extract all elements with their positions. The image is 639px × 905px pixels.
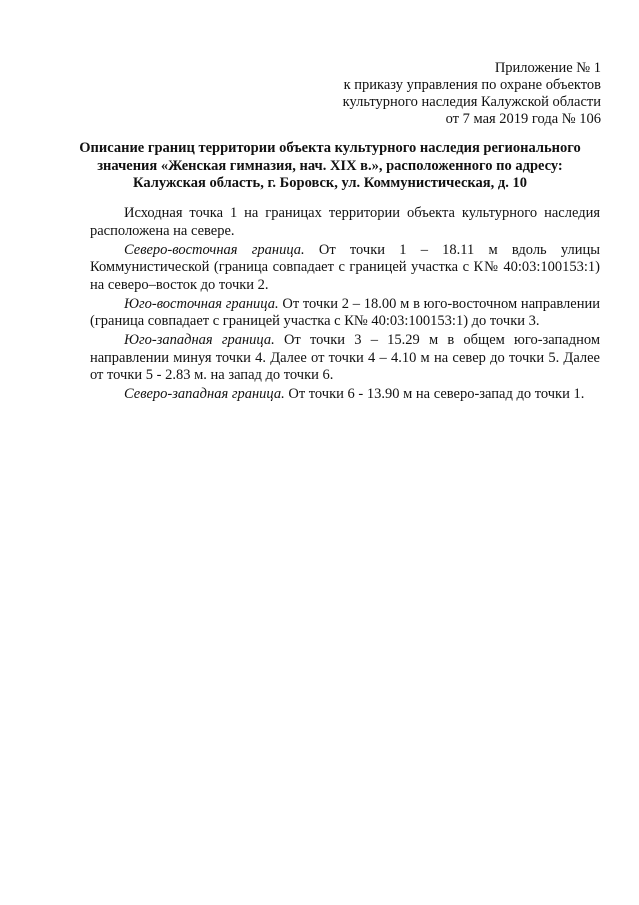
paragraph-northwest-boundary bbox=[90, 386, 600, 404]
southeast-boundary-label: Юго-восточная граница. bbox=[124, 295, 279, 312]
southwest-boundary-text: От точки 3 – 15.29 м в общем юго-западном направлении минуя точки 4. Далее от точки 4 – 4.10 м на север до точки 5. Далее от точки 5 - 2.83 м. на запад до точки 6. bbox=[90, 332, 600, 383]
paragraph-start-point bbox=[90, 205, 600, 240]
document-body bbox=[90, 205, 600, 405]
paragraph-southwest-boundary bbox=[90, 332, 600, 385]
northeast-boundary-label: Северо-восточная граница. bbox=[124, 241, 305, 258]
appendix-number: Приложение № 1 bbox=[494, 60, 601, 76]
title-line-2: значения «Женская гимназия, нач. XIX в.», расположенного по адресу: bbox=[97, 157, 563, 174]
appendix-header bbox=[281, 60, 601, 128]
northwest-boundary-label: Северо-западная граница. bbox=[124, 386, 285, 402]
northwest-boundary-text: От точки 6 - 13.90 м на северо-запад до точки 1. bbox=[284, 386, 585, 402]
paragraph-northeast-boundary bbox=[90, 242, 600, 295]
paragraph-southeast-boundary bbox=[90, 296, 600, 331]
appendix-authority: культурного наследия Калужской области bbox=[342, 94, 601, 110]
southwest-boundary-label: Юго-западная граница. bbox=[124, 332, 275, 348]
document-title bbox=[60, 140, 600, 193]
appendix-date: от 7 мая 2019 года № 106 bbox=[445, 111, 601, 127]
title-line-3: Калужская область, г. Боровск, ул. Коммунистическая, д. 10 bbox=[133, 175, 527, 191]
northeast-boundary-text: От точки 1 – 18.11 м вдоль улицы Коммунистической (граница совпадает с границей участка с К№ 40:03:100153:1) на северо–восток до точки 2. bbox=[90, 241, 601, 293]
start-point-text: Исходная точка 1 на границах территории объекта культурного наследия расположена на севере. bbox=[90, 205, 600, 239]
appendix-order-ref: к приказу управления по охране объектов bbox=[343, 77, 601, 93]
southeast-boundary-text: От точки 2 – 18.00 м в юго-восточном направлении (граница совпадает с границей участка с К№ 40:03:100153:1) до точки 3. bbox=[90, 295, 600, 329]
title-line-1: Описание границ территории объекта культурного наследия регионального bbox=[79, 140, 581, 156]
